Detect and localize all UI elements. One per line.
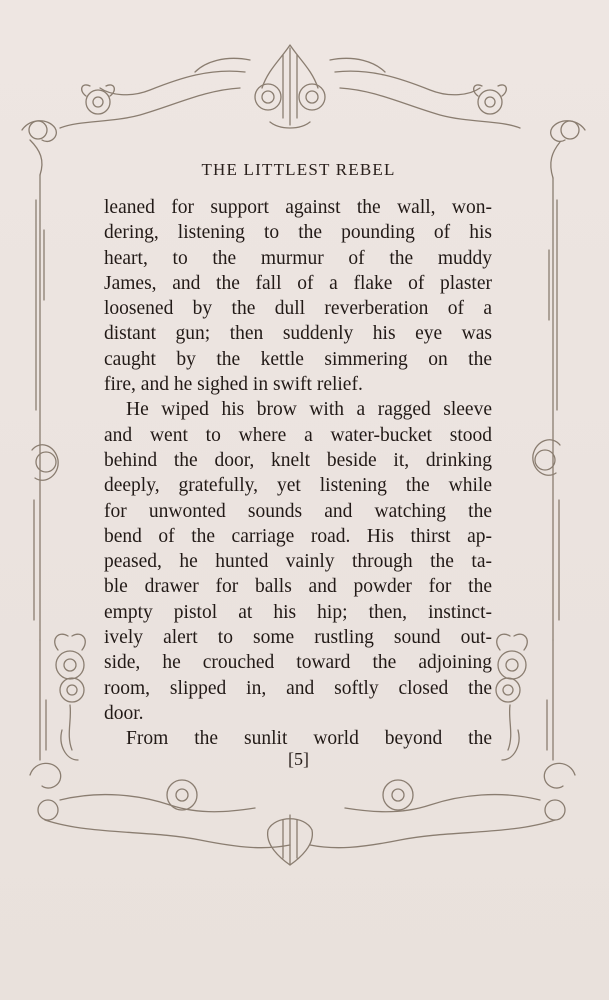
text-line: for unwonted sounds and watching the [104, 500, 492, 522]
left-side-rules [32, 175, 85, 760]
right-side-rules [496, 178, 560, 760]
text-line: He wiped his brow with a ragged sleeve [126, 399, 492, 421]
top-left-flower-ornament [82, 85, 115, 114]
body-text [104, 195, 492, 752]
page-number: [5] [288, 749, 309, 769]
text-line: ble drawer for balls and powder for the [104, 576, 492, 598]
top-crest-ornament [60, 45, 520, 128]
bottom-ornament [30, 763, 575, 865]
text-line: behind the door, knelt beside it, drinking [104, 449, 492, 471]
text-line: James, and the fall of a flake of plaster [104, 272, 492, 294]
text-line: empty pistol at his hip; then, instinct- [104, 601, 492, 623]
text-line: side, he crouched toward the adjoining [104, 652, 492, 674]
text-line: loosened by the dull reverberation of a [104, 298, 492, 320]
text-line: caught by the kettle simmering on the [104, 348, 492, 370]
text-line: deeply, gratefully, yet listening the while [104, 475, 492, 497]
text-line: fire, and he sighed in swift relief. [104, 374, 363, 396]
text-line: ively alert to some rustling sound out- [104, 627, 492, 649]
text-line: and went to where a water-bucket stood [104, 424, 492, 446]
running-head: THE LITTLEST REBEL [201, 160, 396, 179]
text-line: heart, to the murmur of the muddy [104, 247, 492, 269]
text-line: bend of the carriage road. His thirst ap- [104, 525, 492, 547]
text-line: distant gun; then suddenly his eye was [104, 323, 492, 345]
text-line: From the sunlit world beyond the [126, 728, 492, 750]
text-line: leaned for support against the wall, won- [104, 197, 492, 218]
text-line: dering, listening to the pounding of his [104, 222, 492, 244]
text-line: peased, he hunted vainly through the ta- [104, 551, 492, 573]
text-line: door. [104, 702, 144, 724]
text-line: room, slipped in, and softly closed the [104, 677, 492, 699]
